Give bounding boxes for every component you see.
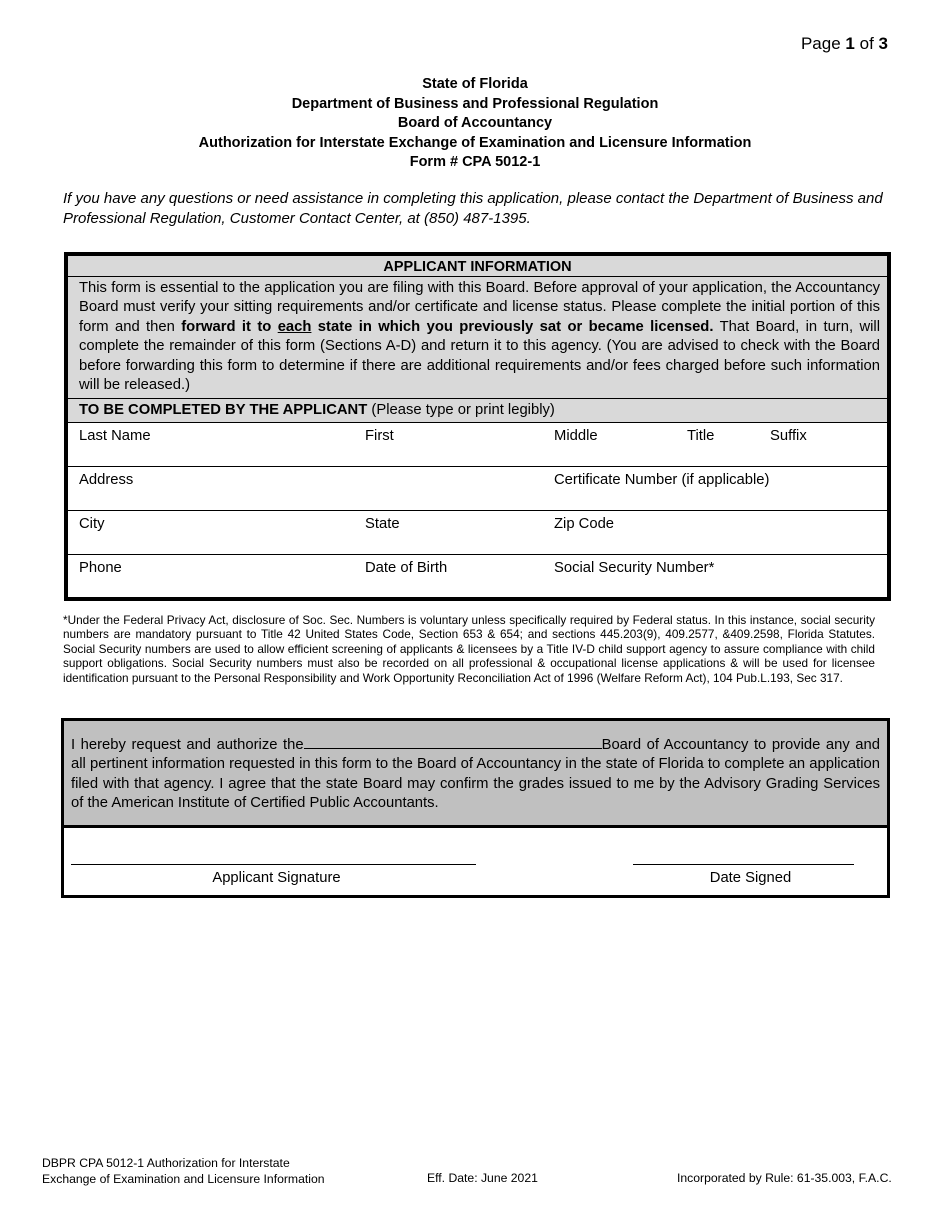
form-header bbox=[0, 75, 950, 173]
footer-form-name-line2: Exchange of Examination and Licensure Information bbox=[42, 1171, 325, 1186]
subheader-bold: TO BE COMPLETED BY THE APPLICANT bbox=[79, 402, 368, 419]
footer-form-name-line1: DBPR CPA 5012-1 Authorization for Interstate bbox=[42, 1156, 290, 1170]
phone-row bbox=[68, 555, 887, 597]
body-text-part2: That Board, in turn, will complete the remainder of this form (Sections A-D) and return it to this agency. (You are advised to check with the Board before forwarding this form to determine if there are additional requirements and/or fees charged before such information will be released.) bbox=[79, 318, 881, 394]
ssn-field[interactable]: Social Security Number* bbox=[554, 560, 715, 577]
middle-name-field[interactable]: Middle bbox=[554, 428, 598, 445]
state-field[interactable]: State bbox=[365, 516, 400, 533]
header-state: State of Florida bbox=[422, 76, 528, 92]
header-department: Department of Business and Professional Regulation bbox=[291, 95, 659, 112]
zip-code-field[interactable]: Zip Code bbox=[554, 516, 615, 533]
suffix-field[interactable]: Suffix bbox=[770, 428, 807, 445]
name-row bbox=[68, 423, 887, 467]
applicant-information-title: APPLICANT INFORMATION bbox=[68, 256, 887, 277]
intro-text: If you have any questions or need assistance in completing this application, please contact the Department of Business and Professional Regulation, Customer Contact Center, at (850) 487-1395. bbox=[63, 190, 883, 227]
certificate-number-field[interactable]: Certificate Number (if applicable) bbox=[554, 472, 770, 489]
page-current: 1 bbox=[845, 34, 855, 53]
signature-area bbox=[64, 828, 887, 895]
authorization-text-after: Board of Accountancy to provide any and all pertinent information requested in this form to the Board of Accountancy in the state of Florida to complete an application filed with that agency. I agree that the state Board may confirm the grades issued to me by the Advisory Grading Services of the American Institute of Certified Public Accountants. bbox=[71, 737, 880, 812]
city-row bbox=[68, 511, 887, 555]
date-of-birth-field[interactable]: Date of Birth bbox=[365, 560, 448, 577]
authorization-text bbox=[64, 721, 887, 828]
signature-line[interactable] bbox=[71, 864, 476, 865]
phone-field[interactable]: Phone bbox=[79, 560, 122, 577]
page-total: 3 bbox=[878, 34, 888, 53]
subheader-normal: (Please type or print legibly) bbox=[367, 402, 555, 419]
title-field[interactable]: Title bbox=[687, 428, 715, 445]
address-row bbox=[68, 467, 887, 511]
applicant-information-section bbox=[64, 252, 891, 601]
authorization-text-before: I hereby request and authorize the bbox=[71, 737, 304, 753]
header-form-number: Form # CPA 5012-1 bbox=[409, 154, 541, 170]
applicant-signature-label: Applicant Signature bbox=[212, 869, 341, 886]
state-board-blank-input[interactable] bbox=[304, 735, 602, 749]
applicant-subheader bbox=[68, 399, 887, 423]
city-field[interactable]: City bbox=[79, 516, 105, 533]
header-board: Board of Accountancy bbox=[397, 115, 553, 131]
date-signed-label: Date Signed bbox=[709, 869, 792, 886]
footer-effective-date: Eff. Date: June 2021 bbox=[427, 1171, 538, 1185]
page-number bbox=[801, 34, 888, 54]
address-field[interactable]: Address bbox=[79, 472, 134, 489]
footer-form-name bbox=[42, 1156, 325, 1187]
footer-rule: Incorporated by Rule: 61-35.003, F.A.C. bbox=[677, 1171, 892, 1185]
header-form-title: Authorization for Interstate Exchange of Examination and Licensure Information bbox=[198, 134, 752, 151]
body-bold-underline: each bbox=[277, 318, 312, 335]
page-of-label: of bbox=[859, 34, 874, 53]
body-bold-part1: forward it to bbox=[181, 318, 278, 335]
applicant-information-body bbox=[68, 277, 887, 399]
page-label: Page bbox=[800, 34, 841, 53]
last-name-field[interactable]: Last Name bbox=[79, 428, 151, 445]
authorization-section bbox=[61, 718, 890, 898]
date-signed-line[interactable] bbox=[633, 864, 854, 865]
privacy-act-footnote: *Under the Federal Privacy Act, disclosure of Soc. Sec. Numbers is voluntary unless specifically required by Federal status. In this instance, social security numbers are mandatory pursuant to Title 42 United States Code, Section 653 & 654; and sections 445.203(9), 409.2577, &409.2598, Florida Statutes. Social Security numbers are used to allow efficient screening of applicants & licensees by a Title IV-D child support agency to assure compliance with child support obligations. Social Security numbers must also be recorded on all professional & occupational license applications & will be used for licensee identification pursuant to the Personal Responsibility and Work Opportunity Reconciliation Act of 1996 (Welfare Reform Act), 104 Pub.L.193, Sec 317. bbox=[63, 613, 875, 685]
body-bold-part2: state in which you previously sat or became licensed. bbox=[311, 318, 714, 335]
first-name-field[interactable]: First bbox=[365, 428, 394, 445]
body-text-part1: This form is essential to the application you are filing with this Board. Before approval of your application, the Accountancy Board must verify your sitting requirements and/or certificate and license status. Please complete the initial portion of this form and then bbox=[79, 280, 880, 335]
